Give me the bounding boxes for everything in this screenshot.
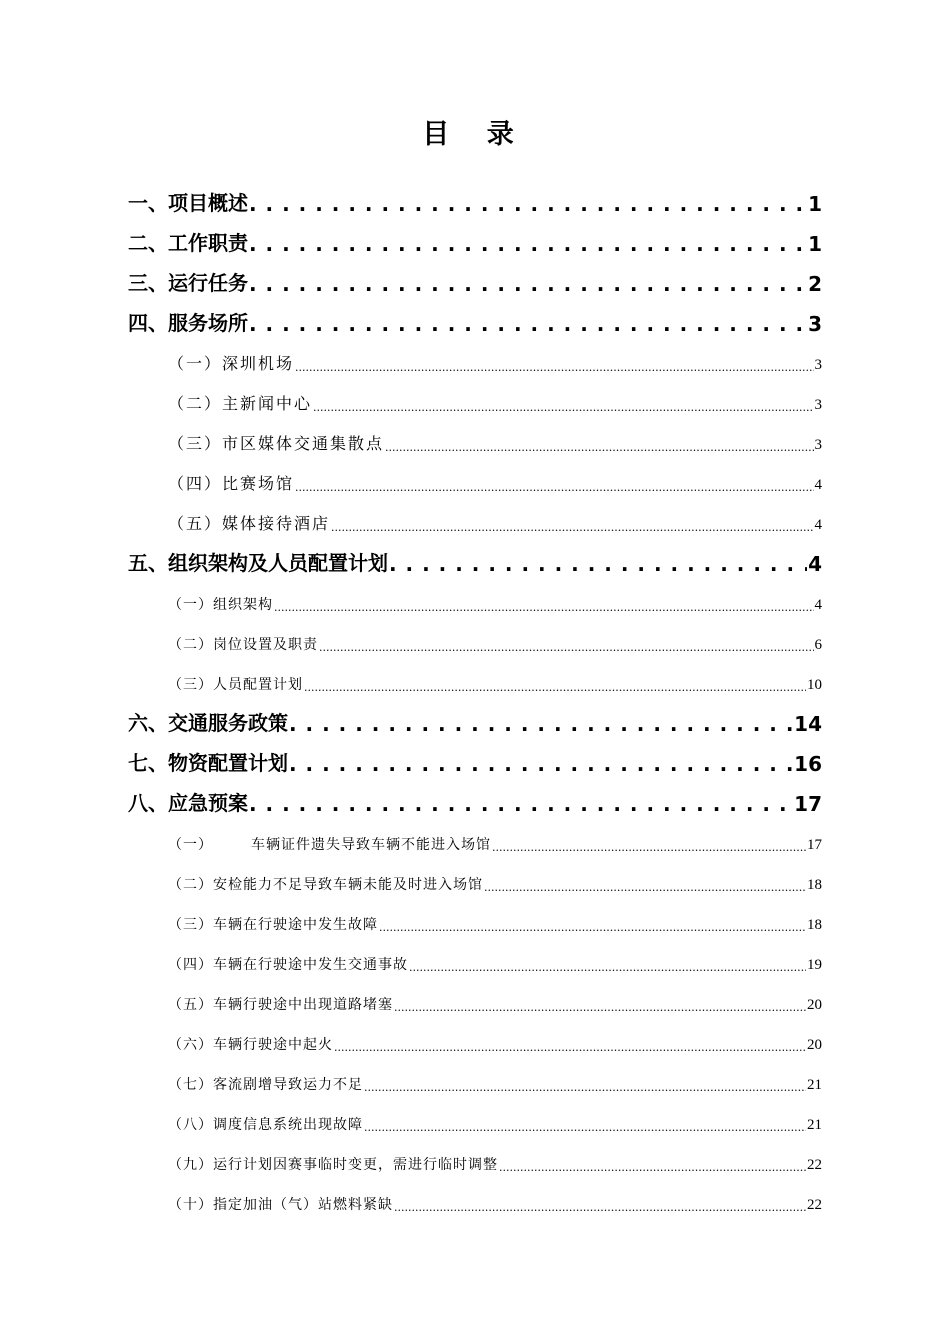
toc-entry[interactable] — [168, 348, 822, 374]
toc-page-number: 20 — [807, 997, 822, 1013]
toc-entry[interactable] — [128, 746, 822, 776]
toc-entry-label: 二、工作职责 — [128, 231, 248, 255]
toc-entry[interactable] — [168, 1150, 822, 1174]
toc-page-number: 4 — [814, 477, 822, 493]
toc-entry[interactable] — [128, 786, 822, 816]
toc-leader-dots — [364, 1122, 806, 1134]
toc-entry[interactable] — [168, 388, 822, 414]
toc-page-number: 4 — [814, 597, 822, 613]
toc-leader-dots — [492, 842, 806, 854]
toc-entry[interactable] — [168, 870, 822, 894]
toc-entry[interactable] — [168, 468, 822, 494]
toc-page-number: 4 — [808, 552, 822, 576]
toc-leader-dots — [334, 1042, 806, 1054]
toc-entry[interactable] — [128, 706, 822, 736]
toc-entry[interactable] — [168, 1070, 822, 1094]
toc-entry[interactable] — [168, 590, 822, 614]
toc-entry-label: （三）车辆在行驶途中发生故障 — [168, 917, 378, 933]
toc-entry-label: （三）市区媒体交通集散点 — [168, 434, 385, 453]
toc-entry-label: （十）指定加油（气）站燃料紧缺 — [168, 1197, 393, 1213]
toc-page-number: 20 — [807, 1037, 822, 1053]
toc-page-number: 17 — [794, 792, 822, 816]
toc-leader-dots — [274, 602, 814, 614]
toc-entry-label: （五）车辆行驶途中出现道路堵塞 — [168, 997, 393, 1013]
toc-entry-label: （四）比赛场馆 — [168, 474, 295, 493]
toc-entry-label: （一）深圳机场 — [168, 354, 295, 373]
toc-leader-dots — [364, 1082, 806, 1094]
toc-leader-dots — [249, 792, 793, 816]
toc-entry[interactable] — [168, 990, 822, 1014]
toc-page-number: 2 — [808, 272, 822, 296]
toc-leader-dots — [409, 962, 806, 974]
toc-entry-label: （二）主新闻中心 — [168, 394, 313, 413]
toc-entry-label: （七）客流剧增导致运力不足 — [168, 1077, 363, 1093]
toc-page-number: 21 — [807, 1077, 822, 1093]
toc-entry[interactable] — [168, 950, 822, 974]
toc-entry[interactable] — [128, 306, 822, 336]
toc-entry[interactable] — [168, 630, 822, 654]
page-title: 目 录 — [422, 119, 528, 150]
toc-page-number: 19 — [807, 957, 822, 973]
toc-entry[interactable] — [168, 670, 822, 694]
toc-leader-dots — [289, 752, 793, 776]
toc-page-number: 18 — [807, 917, 822, 933]
toc-entry[interactable] — [128, 226, 822, 256]
toc-entry-label: 四、服务场所 — [128, 311, 248, 335]
toc-leader-dots — [249, 232, 807, 256]
toc-entry-label: 三、运行任务 — [128, 271, 248, 295]
toc-entry-label: 七、物资配置计划 — [128, 751, 288, 775]
toc-leader-dots — [289, 712, 793, 736]
toc-leader-dots — [304, 682, 806, 694]
toc-page-number: 22 — [807, 1157, 822, 1173]
toc-page-number: 14 — [794, 712, 822, 736]
toc-entry-label: （二）岗位设置及职责 — [168, 637, 318, 653]
toc-page-number: 10 — [807, 677, 822, 693]
toc-leader-dots — [249, 192, 807, 216]
toc-leader-dots — [385, 442, 813, 454]
toc-entry[interactable] — [168, 428, 822, 454]
toc-entry-label: （四）车辆在行驶途中发生交通事故 — [168, 957, 408, 973]
toc-leader-dots — [394, 1202, 806, 1214]
toc-entry-label: 一、项目概述 — [128, 191, 248, 215]
toc-entry[interactable] — [128, 266, 822, 296]
toc-entry-label: （三）人员配置计划 — [168, 677, 303, 693]
toc-entry[interactable] — [128, 546, 822, 576]
toc-entry-label: （九）运行计划因赛事临时变更，需进行临时调整 — [168, 1157, 498, 1173]
toc-leader-dots — [295, 362, 813, 374]
toc-entry-label: （一）组织架构 — [168, 597, 273, 613]
toc-entry[interactable] — [168, 1190, 822, 1214]
toc-entry[interactable] — [168, 910, 822, 934]
toc-page-number: 1 — [808, 232, 822, 256]
toc-page-number: 21 — [807, 1117, 822, 1133]
toc-leader-dots — [394, 1002, 806, 1014]
toc-leader-dots — [331, 522, 813, 534]
toc-leader-dots — [389, 552, 807, 576]
toc-page-number: 22 — [807, 1197, 822, 1213]
toc-page-number: 4 — [814, 517, 822, 533]
toc-entry-label: （六）车辆行驶途中起火 — [168, 1037, 333, 1053]
toc-leader-dots — [249, 312, 807, 336]
toc-page-number: 1 — [808, 192, 822, 216]
toc-page-number: 18 — [807, 877, 822, 893]
toc-leader-dots — [249, 272, 807, 296]
toc-entry[interactable] — [168, 508, 822, 534]
toc-leader-dots — [295, 482, 813, 494]
toc-entry-label: （二）安检能力不足导致车辆未能及时进入场馆 — [168, 877, 483, 893]
toc-leader-dots — [313, 402, 813, 414]
toc-page-number: 6 — [814, 637, 822, 653]
toc-leader-dots — [379, 922, 806, 934]
toc-entry-label: （五）媒体接待酒店 — [168, 514, 331, 533]
toc-page-number: 3 — [814, 437, 822, 453]
toc-page-number: 3 — [814, 397, 822, 413]
toc-entry-label: （一） 车辆证件遗失导致车辆不能进入场馆 — [168, 837, 491, 853]
toc-leader-dots — [499, 1162, 806, 1174]
toc-entry-label: 五、组织架构及人员配置计划 — [128, 551, 388, 575]
toc-entry[interactable] — [168, 1110, 822, 1134]
toc-entry[interactable] — [168, 830, 822, 854]
toc-page-number: 17 — [807, 837, 822, 853]
toc-entry-label: （八）调度信息系统出现故障 — [168, 1117, 363, 1133]
toc-entry-label: 八、应急预案 — [128, 791, 248, 815]
toc-page-number: 3 — [808, 312, 822, 336]
toc-entry[interactable] — [128, 186, 822, 216]
toc-leader-dots — [319, 642, 814, 654]
toc-page-number: 3 — [814, 357, 822, 373]
toc-entry[interactable] — [168, 1030, 822, 1054]
toc-leader-dots — [484, 882, 806, 894]
toc-entry-label: 六、交通服务政策 — [128, 711, 288, 735]
toc-page-number: 16 — [794, 752, 822, 776]
